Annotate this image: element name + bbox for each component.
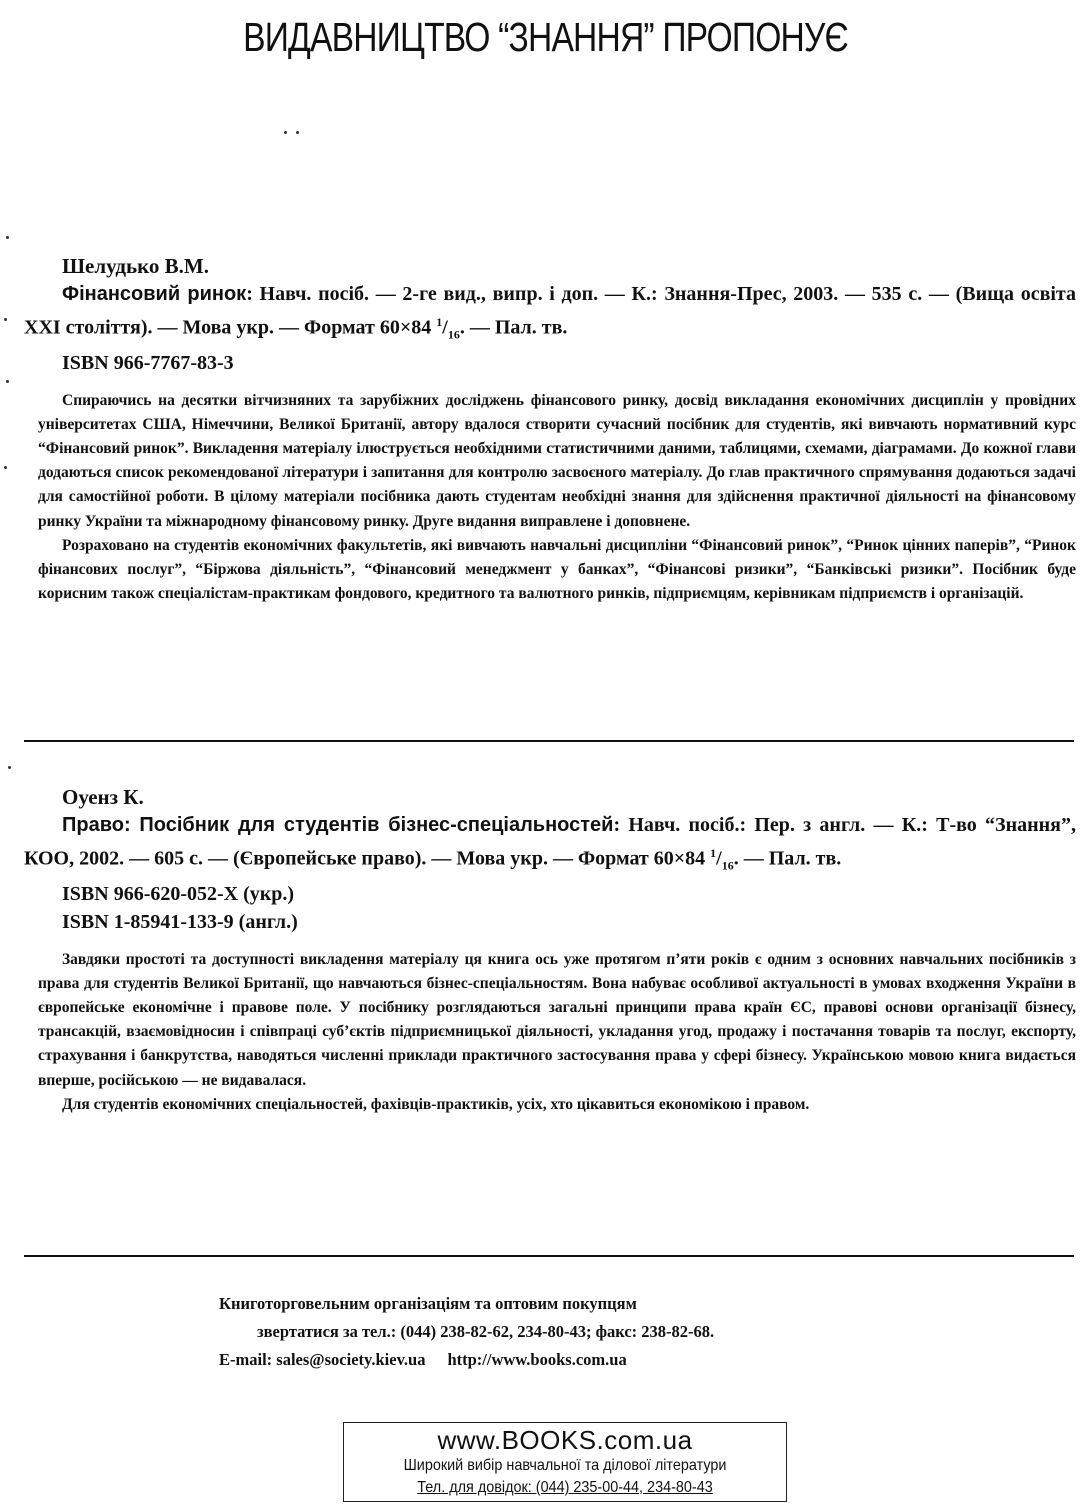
contacts-web (219, 1346, 1091, 1374)
isbn-line: ISBN 966-620-052-X (укр.) (62, 882, 295, 905)
book-citation (24, 280, 1076, 349)
wholesale-contacts (0, 1290, 1091, 1374)
book-citation (24, 811, 1076, 880)
isbn-line: ISBN 1-85941-133-9 (англ.) (62, 910, 298, 933)
ad-site-link[interactable]: www.BOOKS.com.ua (437, 1425, 693, 1455)
ad-tagline: Широкий вибір навчальної та ділової літератури (403, 1457, 727, 1474)
format-numerator: 1 (710, 846, 717, 860)
books-site-ad (343, 1422, 787, 1502)
scan-speck (296, 131, 299, 134)
section-divider (24, 740, 1074, 742)
scan-speck (4, 466, 7, 469)
description-paragraph: Спираючись на десятки вітчизняних та зарубіжних досліджень фінансового ринку, досвід викладання економічних дисциплін у провідних університетах США, Німеччини, Великої Британії, автору вдалося створити сучасний посібник для студентів, які вивчають нормативний курс “Фінансовий ринок”. Викладення матеріалу ілюструється необхідними статистичними даними, таблицями, схемами, діаграмами. До кожної глави додаються список рекомендованої літератури і запитання для контролю засвоєного матеріалу. До глав практичного спрямування додаються задачі для самостійної роботи. В цілому матеріали посібника дають студентам необхідні знання для здійснення практичної діяльності на фінансовому ринку України та міжнародному фінансовому ринку. Друге видання виправлене і доповнене. (38, 391, 1076, 530)
book-entry-2 (24, 783, 1076, 1117)
scan-speck (284, 131, 287, 134)
page-title: ВИДАВНИЦТВО “ЗНАННЯ” ПРОПОНУЄ (243, 14, 848, 60)
citation-text-end: . — Пал. тв. (733, 847, 842, 870)
book-entry-1 (24, 252, 1076, 606)
book-description (24, 389, 1076, 607)
isbn-line: ISBN 966-7767-83-3 (62, 351, 234, 374)
contacts-email: E-mail: sales@society.kiev.ua (219, 1350, 426, 1369)
book-description (24, 948, 1076, 1117)
section-divider (24, 1255, 1074, 1257)
scan-speck (6, 380, 9, 383)
citation-text: : Навч. посіб. — 2-ге вид., випр. і доп. — К.: Знання-Прес, 2003. — 535 с. — (Вища освіта XXI століття). — Мова укр. — Формат 60×84 (24, 283, 1076, 339)
scan-speck (4, 318, 7, 321)
book-author: Оуенз К. (62, 785, 144, 809)
format-numerator: 1 (436, 315, 443, 329)
description-paragraph: Розраховано на студентів економічних факультетів, які вивчають навчальні дисципліни “Фінансовий ринок”, “Ринок цінних паперів”, “Ринок фінансових послуг”, “Біржова діяльність”, “Фінансовий менеджмент у банках”, “Фінансові ризики”, “Банківські ризики”. Посібник буде корисним також спеціалістам-практикам фондового, кредитного та валютного ринків, підприємцям, керівникам підприємств і організацій. (38, 536, 1076, 603)
format-denominator: 16 (447, 327, 460, 342)
book-author: Шелудько В.М. (62, 254, 209, 278)
contacts-url-link[interactable]: http://www.books.com.ua (447, 1350, 627, 1369)
scan-speck (6, 236, 9, 239)
citation-text-end: . — Пал. тв. (459, 316, 568, 339)
scan-speck (8, 766, 11, 769)
description-paragraph: Для студентів економічних спеціальностей, фахівців-практиків, усіх, хто цікавиться економікою і правом. (62, 1095, 810, 1113)
contacts-phones: звертатися за тел.: (044) 238-82-62, 234-80-43; факс: 238-82-68. (257, 1322, 715, 1341)
book-title: Фінансовий ринок (62, 283, 247, 305)
book-title: Право: Посібник для студентів бізнес-спеціальностей (62, 814, 614, 836)
ad-phone: Тел. для довідок: (044) 235-00-44, 234-80-43 (417, 1479, 713, 1496)
description-paragraph: Завдяки простоті та доступності викладення матеріалу ця книга ось уже протягом п’яти років є одним з основних навчальних посібників з права для студентів Великої Британії, що навчаються бізнес-спеціальностям. Вона набуває особливої актуальності в умовах входження України в європейське економічне і правове поле. У посібнику розглядаються загальні принципи права країн ЄС, правові основи організації бізнесу, трансакцій, взаємовідносин і співпраці суб’єктів підприємницької діяльності, укладання угод, продажу і постачання товарів та послуг, експорту, страхування і банкрутства, наводяться численні приклади практичного застосування права у сфері бізнесу. Українською мовою книга видається вперше, російською — не видавалася. (38, 950, 1076, 1089)
format-slash: / (716, 847, 722, 870)
citation-text: : Навч. посіб.: Пер. з англ. — К.: Т-во “Знання”, КОО, 2002. — 605 с. — (Європейське право). — Мова укр. — Формат 60×84 (24, 814, 1076, 870)
contacts-heading: Книготорговельним організаціям та оптовим покупцям (219, 1294, 637, 1313)
format-slash: / (442, 316, 448, 339)
format-denominator: 16 (721, 858, 734, 873)
